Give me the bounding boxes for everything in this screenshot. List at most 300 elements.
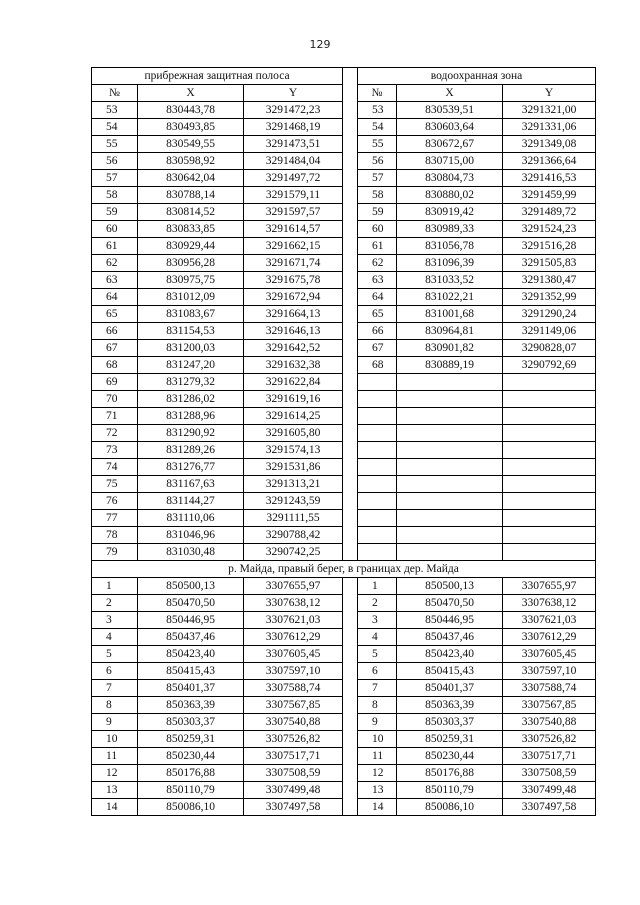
right-x-value: 831022,21 xyxy=(397,289,503,306)
table-row xyxy=(92,272,596,289)
right-y-value: 3307497,58 xyxy=(503,799,596,816)
table-row xyxy=(92,408,596,425)
left-x-value: 850110,79 xyxy=(138,782,244,799)
left-x-value: 830929,44 xyxy=(138,238,244,255)
right-point-number: 68 xyxy=(358,357,397,374)
left-y-header: Y xyxy=(244,85,343,102)
column-gap xyxy=(343,459,358,476)
left-y-value: 3307638,12 xyxy=(244,595,343,612)
right-x-value xyxy=(397,425,503,442)
left-point-number: 77 xyxy=(92,510,138,527)
right-x-value xyxy=(397,408,503,425)
column-gap xyxy=(343,493,358,510)
table-row xyxy=(92,731,596,748)
column-gap xyxy=(343,289,358,306)
right-y-value: 3291505,83 xyxy=(503,255,596,272)
right-point-number: 10 xyxy=(358,731,397,748)
left-y-value: 3307621,03 xyxy=(244,612,343,629)
right-x-value: 850500,13 xyxy=(397,578,503,595)
left-x-value: 831247,20 xyxy=(138,357,244,374)
right-y-value: 3307655,97 xyxy=(503,578,596,595)
left-point-number: 14 xyxy=(92,799,138,816)
table-row xyxy=(92,153,596,170)
right-x-value: 831033,52 xyxy=(397,272,503,289)
right-x-value: 831056,78 xyxy=(397,238,503,255)
left-point-number: 8 xyxy=(92,697,138,714)
column-gap xyxy=(343,170,358,187)
table-row xyxy=(92,136,596,153)
right-y-value xyxy=(503,476,596,493)
coastal-strip-header: прибрежная защитная полоса xyxy=(92,68,343,85)
table-row xyxy=(92,476,596,493)
right-y-value: 3307621,03 xyxy=(503,612,596,629)
left-x-value: 830598,92 xyxy=(138,153,244,170)
left-x-value: 850303,37 xyxy=(138,714,244,731)
right-point-number: 3 xyxy=(358,612,397,629)
left-point-number: 62 xyxy=(92,255,138,272)
left-x-value: 831288,96 xyxy=(138,408,244,425)
column-gap xyxy=(343,442,358,459)
left-x-value: 850500,13 xyxy=(138,578,244,595)
table-row xyxy=(92,391,596,408)
column-gap xyxy=(343,510,358,527)
left-x-value: 831144,27 xyxy=(138,493,244,510)
left-point-number: 71 xyxy=(92,408,138,425)
right-x-value: 850110,79 xyxy=(397,782,503,799)
right-y-value: 3291416,53 xyxy=(503,170,596,187)
left-x-value: 831154,53 xyxy=(138,323,244,340)
left-y-value: 3291497,72 xyxy=(244,170,343,187)
left-point-number: 5 xyxy=(92,646,138,663)
table-row xyxy=(92,374,596,391)
column-gap xyxy=(343,663,358,680)
left-point-number: 56 xyxy=(92,153,138,170)
right-y-value xyxy=(503,425,596,442)
right-x-value: 850303,37 xyxy=(397,714,503,731)
left-x-value: 831110,06 xyxy=(138,510,244,527)
right-x-value xyxy=(397,493,503,510)
left-x-value: 850415,43 xyxy=(138,663,244,680)
left-y-value: 3291675,78 xyxy=(244,272,343,289)
right-point-number xyxy=(358,391,397,408)
right-y-value: 3290828,07 xyxy=(503,340,596,357)
right-x-value xyxy=(397,442,503,459)
column-gap xyxy=(343,255,358,272)
column-gap xyxy=(343,221,358,238)
column-gap xyxy=(343,612,358,629)
left-y-value: 3291646,13 xyxy=(244,323,343,340)
table-row xyxy=(92,629,596,646)
right-y-value: 3291524,23 xyxy=(503,221,596,238)
column-gap xyxy=(343,765,358,782)
right-y-value: 3307540,88 xyxy=(503,714,596,731)
right-point-number: 61 xyxy=(358,238,397,255)
right-point-number: 13 xyxy=(358,782,397,799)
table-row xyxy=(92,799,596,816)
right-y-value: 3291331,06 xyxy=(503,119,596,136)
right-point-number: 65 xyxy=(358,306,397,323)
right-x-value: 830672,67 xyxy=(397,136,503,153)
left-point-number: 63 xyxy=(92,272,138,289)
column-gap xyxy=(343,629,358,646)
table-row xyxy=(92,714,596,731)
column-gap xyxy=(343,544,358,561)
left-y-value: 3291574,13 xyxy=(244,442,343,459)
table-row xyxy=(92,544,596,561)
right-x-value: 850437,46 xyxy=(397,629,503,646)
right-y-value: 3291459,99 xyxy=(503,187,596,204)
left-y-value: 3291622,84 xyxy=(244,374,343,391)
table-row xyxy=(92,782,596,799)
left-point-number: 60 xyxy=(92,221,138,238)
left-point-number: 55 xyxy=(92,136,138,153)
table-row xyxy=(92,612,596,629)
left-x-value: 830956,28 xyxy=(138,255,244,272)
left-x-value: 830549,55 xyxy=(138,136,244,153)
coordinates-table xyxy=(91,67,596,816)
right-y-value xyxy=(503,374,596,391)
left-point-number: 74 xyxy=(92,459,138,476)
left-point-number: 13 xyxy=(92,782,138,799)
left-x-value: 831030,48 xyxy=(138,544,244,561)
table-row xyxy=(92,102,596,119)
table-row xyxy=(92,595,596,612)
page-number: 129 xyxy=(309,38,331,51)
right-point-number: 2 xyxy=(358,595,397,612)
column-gap xyxy=(343,136,358,153)
right-x-value: 850401,37 xyxy=(397,680,503,697)
right-x-value: 850446,95 xyxy=(397,612,503,629)
right-point-number xyxy=(358,476,397,493)
left-point-number: 69 xyxy=(92,374,138,391)
right-point-number: 7 xyxy=(358,680,397,697)
column-gap xyxy=(343,340,358,357)
right-point-number: 14 xyxy=(358,799,397,816)
left-y-value: 3307597,10 xyxy=(244,663,343,680)
right-x-value: 830901,82 xyxy=(397,340,503,357)
left-y-value: 3307526,82 xyxy=(244,731,343,748)
right-y-value: 3307526,82 xyxy=(503,731,596,748)
column-gap xyxy=(343,799,358,816)
table-row xyxy=(92,697,596,714)
left-y-value: 3291111,55 xyxy=(244,510,343,527)
left-y-value: 3291468,19 xyxy=(244,119,343,136)
right-y-value: 3307517,71 xyxy=(503,748,596,765)
table-row xyxy=(92,680,596,697)
left-point-number: 6 xyxy=(92,663,138,680)
right-x-value xyxy=(397,527,503,544)
right-x-value: 830919,42 xyxy=(397,204,503,221)
right-y-value: 3291516,28 xyxy=(503,238,596,255)
right-point-number: 54 xyxy=(358,119,397,136)
right-point-number xyxy=(358,425,397,442)
right-y-value xyxy=(503,493,596,510)
left-x-value: 850259,31 xyxy=(138,731,244,748)
table-row xyxy=(92,442,596,459)
table-row xyxy=(92,255,596,272)
column-gap xyxy=(343,102,358,119)
left-x-value: 850401,37 xyxy=(138,680,244,697)
right-y-value: 3291352,99 xyxy=(503,289,596,306)
right-y-value: 3307508,59 xyxy=(503,765,596,782)
column-gap xyxy=(343,238,358,255)
column-gap xyxy=(343,748,358,765)
zone-header-row xyxy=(92,68,596,85)
right-x-value: 850086,10 xyxy=(397,799,503,816)
left-x-header: X xyxy=(138,85,244,102)
left-y-value: 3290742,25 xyxy=(244,544,343,561)
left-point-number: 2 xyxy=(92,595,138,612)
left-num-header: № xyxy=(92,85,138,102)
column-gap xyxy=(343,476,358,493)
left-y-value: 3291473,51 xyxy=(244,136,343,153)
left-y-value: 3307499,48 xyxy=(244,782,343,799)
table-row xyxy=(92,527,596,544)
left-x-value: 831290,92 xyxy=(138,425,244,442)
right-y-value xyxy=(503,527,596,544)
right-x-value: 850363,39 xyxy=(397,697,503,714)
left-y-value: 3307612,29 xyxy=(244,629,343,646)
right-point-number xyxy=(358,374,397,391)
left-x-value: 831200,03 xyxy=(138,340,244,357)
left-y-value: 3291671,74 xyxy=(244,255,343,272)
left-point-number: 11 xyxy=(92,748,138,765)
left-x-value: 831289,26 xyxy=(138,442,244,459)
left-y-value: 3307497,58 xyxy=(244,799,343,816)
column-gap xyxy=(343,697,358,714)
left-y-value: 3291662,15 xyxy=(244,238,343,255)
right-x-value: 850176,88 xyxy=(397,765,503,782)
left-point-number: 67 xyxy=(92,340,138,357)
right-y-value: 3307567,85 xyxy=(503,697,596,714)
right-x-value xyxy=(397,476,503,493)
left-point-number: 3 xyxy=(92,612,138,629)
right-point-number: 64 xyxy=(358,289,397,306)
table-row xyxy=(92,357,596,374)
right-point-number: 53 xyxy=(358,102,397,119)
table-row xyxy=(92,765,596,782)
column-gap xyxy=(343,578,358,595)
right-y-value xyxy=(503,459,596,476)
right-point-number xyxy=(358,527,397,544)
right-y-value: 3307605,45 xyxy=(503,646,596,663)
right-point-number xyxy=(358,459,397,476)
table-row xyxy=(92,340,596,357)
right-y-value xyxy=(503,510,596,527)
left-x-value: 830788,14 xyxy=(138,187,244,204)
right-y-value: 3307612,29 xyxy=(503,629,596,646)
right-y-value xyxy=(503,544,596,561)
table-row xyxy=(92,119,596,136)
right-y-value: 3307597,10 xyxy=(503,663,596,680)
column-gap xyxy=(343,425,358,442)
left-x-value: 850230,44 xyxy=(138,748,244,765)
water-protection-zone-header: водоохранная зона xyxy=(358,68,596,85)
table-row xyxy=(92,646,596,663)
left-y-value: 3291531,86 xyxy=(244,459,343,476)
right-y-value: 3291290,24 xyxy=(503,306,596,323)
coordinates-table-body xyxy=(92,68,596,816)
table-row xyxy=(92,425,596,442)
right-x-value: 830539,51 xyxy=(397,102,503,119)
right-y-value xyxy=(503,442,596,459)
left-y-value: 3307655,97 xyxy=(244,578,343,595)
right-x-value xyxy=(397,391,503,408)
column-gap xyxy=(343,731,358,748)
right-point-number: 8 xyxy=(358,697,397,714)
right-x-value: 831001,68 xyxy=(397,306,503,323)
left-point-number: 65 xyxy=(92,306,138,323)
column-gap xyxy=(343,68,358,85)
left-x-value: 831286,02 xyxy=(138,391,244,408)
left-x-value: 830833,85 xyxy=(138,221,244,238)
right-point-number xyxy=(358,442,397,459)
left-y-value: 3291605,80 xyxy=(244,425,343,442)
right-x-header: X xyxy=(397,85,503,102)
right-point-number: 59 xyxy=(358,204,397,221)
column-gap xyxy=(343,272,358,289)
column-gap xyxy=(343,595,358,612)
right-y-value: 3291366,64 xyxy=(503,153,596,170)
table-row xyxy=(92,663,596,680)
right-x-value: 831096,39 xyxy=(397,255,503,272)
right-y-value: 3291380,47 xyxy=(503,272,596,289)
left-y-value: 3307508,59 xyxy=(244,765,343,782)
left-point-number: 76 xyxy=(92,493,138,510)
right-y-value: 3307499,48 xyxy=(503,782,596,799)
table-row xyxy=(92,170,596,187)
left-y-value: 3307588,74 xyxy=(244,680,343,697)
right-y-value: 3291349,08 xyxy=(503,136,596,153)
column-gap xyxy=(343,646,358,663)
left-x-value: 831083,67 xyxy=(138,306,244,323)
column-gap xyxy=(343,374,358,391)
column-gap xyxy=(343,357,358,374)
table-row xyxy=(92,323,596,340)
right-y-value: 3291149,06 xyxy=(503,323,596,340)
column-gap xyxy=(343,782,358,799)
left-point-number: 61 xyxy=(92,238,138,255)
right-x-value: 830804,73 xyxy=(397,170,503,187)
right-point-number: 57 xyxy=(358,170,397,187)
left-point-number: 66 xyxy=(92,323,138,340)
right-point-number: 6 xyxy=(358,663,397,680)
right-y-value: 3290792,69 xyxy=(503,357,596,374)
right-x-value: 830880,02 xyxy=(397,187,503,204)
table-row xyxy=(92,289,596,306)
left-y-value: 3307540,88 xyxy=(244,714,343,731)
table-row xyxy=(92,221,596,238)
left-y-value: 3291313,21 xyxy=(244,476,343,493)
left-x-value: 850470,50 xyxy=(138,595,244,612)
table-row xyxy=(92,578,596,595)
right-x-value: 850423,40 xyxy=(397,646,503,663)
right-y-header: Y xyxy=(503,85,596,102)
left-y-value: 3291579,11 xyxy=(244,187,343,204)
column-gap xyxy=(343,391,358,408)
table-row xyxy=(92,510,596,527)
left-point-number: 59 xyxy=(92,204,138,221)
right-point-number xyxy=(358,510,397,527)
left-x-value: 850437,46 xyxy=(138,629,244,646)
left-x-value: 831279,32 xyxy=(138,374,244,391)
left-y-value: 3291664,13 xyxy=(244,306,343,323)
right-point-number: 62 xyxy=(358,255,397,272)
right-x-value xyxy=(397,374,503,391)
right-point-number: 63 xyxy=(358,272,397,289)
column-gap xyxy=(343,187,358,204)
right-x-value: 830889,19 xyxy=(397,357,503,374)
right-x-value: 830964,81 xyxy=(397,323,503,340)
left-y-value: 3291243,59 xyxy=(244,493,343,510)
table-row xyxy=(92,493,596,510)
column-gap xyxy=(343,527,358,544)
column-gap xyxy=(343,323,358,340)
left-y-value: 3290788,42 xyxy=(244,527,343,544)
left-point-number: 9 xyxy=(92,714,138,731)
left-y-value: 3291472,23 xyxy=(244,102,343,119)
left-y-value: 3291642,52 xyxy=(244,340,343,357)
left-x-value: 831167,63 xyxy=(138,476,244,493)
column-gap xyxy=(343,306,358,323)
left-point-number: 54 xyxy=(92,119,138,136)
right-x-value: 850230,44 xyxy=(397,748,503,765)
right-point-number: 56 xyxy=(358,153,397,170)
right-y-value: 3291321,00 xyxy=(503,102,596,119)
column-gap xyxy=(343,119,358,136)
right-x-value: 830715,00 xyxy=(397,153,503,170)
left-point-number: 7 xyxy=(92,680,138,697)
column-gap xyxy=(343,204,358,221)
right-x-value xyxy=(397,510,503,527)
right-point-number xyxy=(358,544,397,561)
right-x-value: 830603,64 xyxy=(397,119,503,136)
left-point-number: 4 xyxy=(92,629,138,646)
right-point-number xyxy=(358,408,397,425)
right-point-number: 66 xyxy=(358,323,397,340)
left-point-number: 64 xyxy=(92,289,138,306)
table-row xyxy=(92,306,596,323)
table-row xyxy=(92,459,596,476)
right-y-value: 3307638,12 xyxy=(503,595,596,612)
column-header-row xyxy=(92,85,596,102)
left-x-value: 850423,40 xyxy=(138,646,244,663)
left-point-number: 72 xyxy=(92,425,138,442)
right-x-value: 830989,33 xyxy=(397,221,503,238)
left-point-number: 12 xyxy=(92,765,138,782)
left-point-number: 79 xyxy=(92,544,138,561)
left-y-value: 3291597,57 xyxy=(244,204,343,221)
right-point-number: 60 xyxy=(358,221,397,238)
right-num-header: № xyxy=(358,85,397,102)
left-x-value: 831012,09 xyxy=(138,289,244,306)
table-row xyxy=(92,748,596,765)
right-y-value xyxy=(503,391,596,408)
left-point-number: 58 xyxy=(92,187,138,204)
left-y-value: 3291672,94 xyxy=(244,289,343,306)
right-y-value: 3291489,72 xyxy=(503,204,596,221)
left-point-number: 68 xyxy=(92,357,138,374)
right-x-value xyxy=(397,544,503,561)
right-point-number: 12 xyxy=(358,765,397,782)
left-x-value: 830975,75 xyxy=(138,272,244,289)
right-point-number: 67 xyxy=(358,340,397,357)
right-x-value: 850470,50 xyxy=(397,595,503,612)
right-x-value xyxy=(397,459,503,476)
section-title: р. Майда, правый берег, в границах дер. Майда xyxy=(92,561,596,578)
right-point-number: 58 xyxy=(358,187,397,204)
left-y-value: 3291614,57 xyxy=(244,221,343,238)
